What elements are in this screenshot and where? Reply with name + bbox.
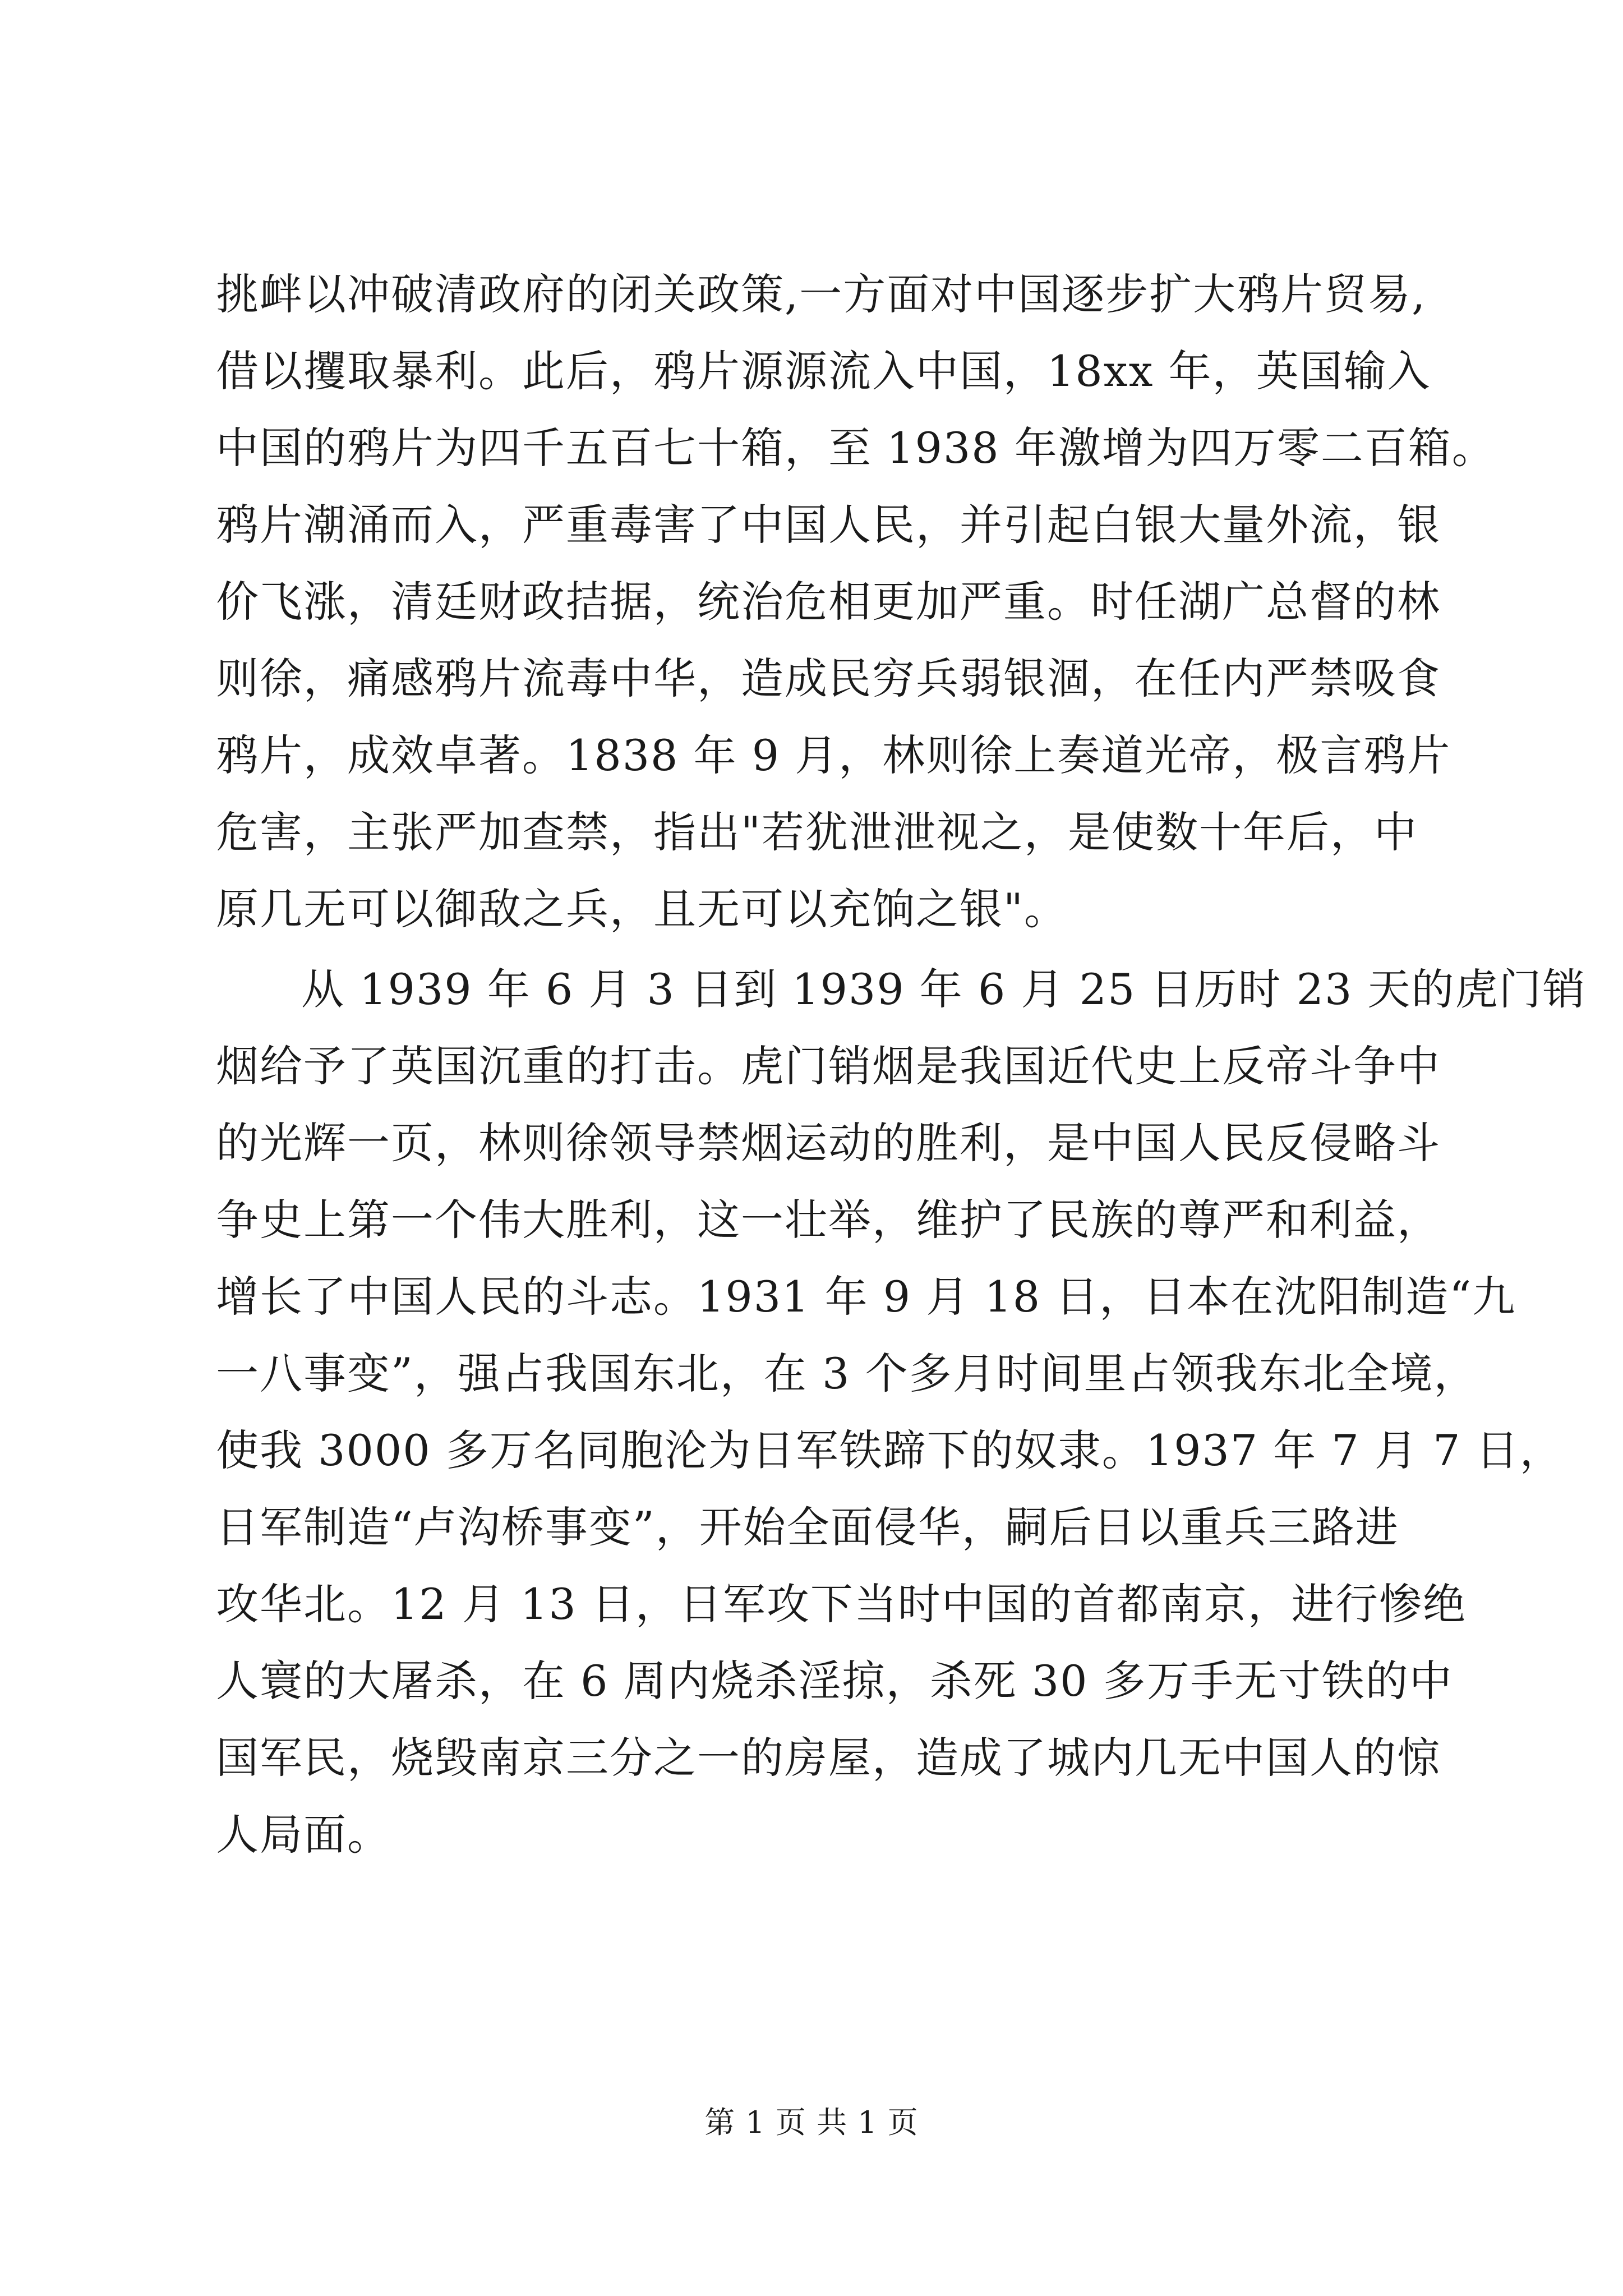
text-line: 鸦片潮涌而入，严重毒害了中国人民，并引起白银大量外流，银 bbox=[216, 500, 1441, 550]
page-footer: 第 1 页 共 1 页 bbox=[704, 2105, 919, 2140]
text-line: 则徐，痛感鸦片流毒中华，造成民穷兵弱银涸，在任内严禁吸食 bbox=[216, 654, 1441, 703]
text-line: 人寰的大屠杀，在 6 周内烧杀淫掠，杀死 30 多万手无寸铁的中 bbox=[216, 1656, 1453, 1706]
text-line: 挑衅以冲破清政府的闭关政策,一方面对中国逐步扩大鸦片贸易, bbox=[216, 269, 1427, 319]
text-line: 日军制造“卢沟桥事变”，开始全面侵华，嗣后日以重兵三路进 bbox=[216, 1502, 1399, 1552]
text-line: 国军民，烧毁南京三分之一的房屋，造成了城内几无中国人的惊 bbox=[216, 1733, 1441, 1783]
text-line: 原几无可以御敌之兵，且无可以充饷之银"。 bbox=[216, 884, 1068, 934]
text-line: 争史上第一个伟大胜利，这一壮举，维护了民族的尊严和利益， bbox=[216, 1195, 1441, 1245]
text-line: 价飞涨，清廷财政拮据，统治危相更加严重。时任湖广总督的林 bbox=[216, 577, 1441, 627]
text-line: 增长了中国人民的斗志。1931 年 9 月 18 日，日本在沈阳制造“九 bbox=[216, 1272, 1516, 1322]
paragraph-2 bbox=[216, 951, 1587, 1873]
paragraph-1 bbox=[216, 256, 1496, 947]
document-body bbox=[216, 256, 1587, 1873]
text-line: 攻华北。12 月 13 日，日军攻下当时中国的首都南京，进行惨绝 bbox=[216, 1579, 1467, 1629]
text-line: 烟给予了英国沉重的打击。虎门销烟是我国近代史上反帝斗争中 bbox=[216, 1041, 1441, 1091]
text-line: 鸦片，成效卓著。1838 年 9 月，林则徐上奏道光帝，极言鸦片 bbox=[216, 730, 1451, 780]
text-line: 中国的鸦片为四千五百七十箱，至 1938 年激增为四万零二百箱。 bbox=[216, 423, 1496, 473]
text-line: 使我 3000 多万名同胞沦为日军铁蹄下的奴隶。1937 年 7 月 7 日， bbox=[216, 1425, 1564, 1475]
text-line: 危害，主张严加查禁，指出"若犹泄泄视之，是使数十年后，中 bbox=[216, 807, 1418, 857]
text-line: 一八事变”，强占我国东北，在 3 个多月时间里占领我东北全境， bbox=[216, 1349, 1478, 1398]
text-line: 人局面。 bbox=[216, 1810, 391, 1860]
text-line: 的光辉一页，林则徐领导禁烟运动的胜利，是中国人民反侵略斗 bbox=[216, 1118, 1441, 1168]
text-line-indented: 从 1939 年 6 月 3 日到 1939 年 6 月 25 日历时 23 天的虎门销 bbox=[301, 964, 1587, 1014]
text-line: 借以攫取暴利。此后，鸦片源源流入中国，18xx 年，英国输入 bbox=[216, 346, 1431, 396]
